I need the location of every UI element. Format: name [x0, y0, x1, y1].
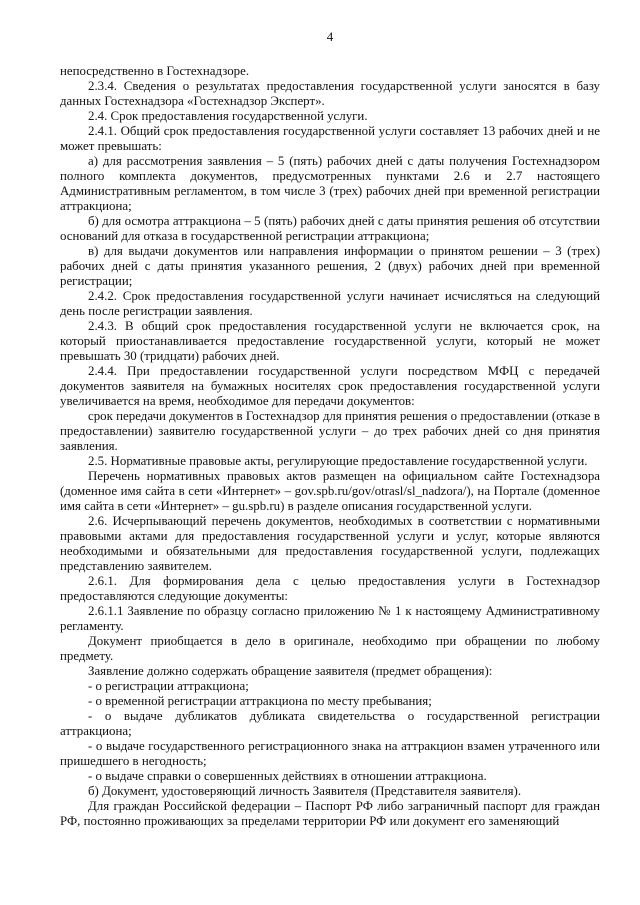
- paragraph: 2.4. Срок предоставления государственной услуги.: [88, 109, 368, 123]
- paragraph: 2.6. Исчерпывающий перечень документов, необходимых в соответствии с нормативными правовыми актами для предоставления государственной услуги и услуг, которые являются необходимыми и обязательными для предоставления государственной услуги, подлежащих представлению заявителем.: [60, 514, 600, 573]
- paragraph: 2.6.1. Для формирования дела с целью предоставления услуги в Гостехнадзор предоставляются следующие документы:: [60, 574, 600, 603]
- paragraph: а) для рассмотрения заявления – 5 (пять) рабочих дней с даты получения Гостехнадзором полного комплекта документов, предусмотренных пунктами 2.6 и 2.7 настоящего Административным регламентом, в том числе 3 (трех) рабочих дней при временной регистрации аттракциона;: [60, 154, 600, 213]
- page-number: 4: [326, 29, 334, 44]
- paragraph: - о регистрации аттракциона;: [88, 679, 249, 693]
- paragraph: 2.4.1. Общий срок предоставления государственной услуги составляет 13 рабочих дней и не может превышать:: [60, 124, 600, 153]
- paragraph: 2.6.1.1 Заявление по образцу согласно приложению № 1 к настоящему Административному регламенту.: [60, 604, 600, 633]
- paragraph: - о выдаче дубликатов дубликата свидетельства о государственной регистрации аттракциона;: [60, 709, 600, 738]
- paragraph: 2.5. Нормативные правовые акты, регулирующие предоставление государственной услуги.: [88, 454, 588, 468]
- paragraph: срок передачи документов в Гостехнадзор для принятия решения о предоставлении (отказе в предоставлении) заявителю государственной услуги – до трех рабочих дней со дня принятия заявления.: [60, 409, 600, 453]
- paragraph: Для граждан Российской федерации – Паспорт РФ либо заграничный паспорт для граждан РФ, постоянно проживающих за пределами территории РФ или документ его заменяющий: [60, 799, 600, 828]
- paragraph: - о выдаче справки о совершенных действиях в отношении аттракциона.: [88, 769, 487, 783]
- paragraph: 2.4.2. Срок предоставления государственной услуги начинает исчисляться на следующий день после регистрации заявления.: [60, 289, 600, 318]
- paragraph: - о выдаче государственного регистрационного знака на аттракцион взамен утраченного или пришедшего в негодность;: [60, 739, 600, 768]
- paragraph: б) для осмотра аттракциона – 5 (пять) рабочих дней с даты принятия решения об отсутствии оснований для отказа в государственной регистрации аттракциона;: [60, 214, 600, 243]
- paragraph: непосредственно в Гостехнадзоре.: [60, 64, 250, 78]
- paragraph: Заявление должно содержать обращение заявителя (предмет обращения):: [88, 664, 493, 678]
- paragraph: 2.3.4. Сведения о результатах предоставления государственной услуги заносятся в базу данных Гостехнадзора «Гостехнадзор Эксперт».: [60, 79, 600, 108]
- paragraph: в) для выдачи документов или направления информации о принятом решении – 3 (трех) рабочих дней с даты принятия указанного решения, 2 (двух) рабочих дней при временной регистрации;: [60, 244, 600, 288]
- paragraph: Перечень нормативных правовых актов размещен на официальном сайте Гостехнадзора (доменное имя сайта в сети «Интернет» – gov.spb.ru/gov/otrasl/sl_nadzora/), на Портале (доменное имя сайта в сети «Интернет» – gu.spb.ru) в разделе описания государственной услуги.: [60, 469, 600, 513]
- paragraph: - о временной регистрации аттракциона по месту пребывания;: [88, 694, 432, 708]
- paragraph: 2.4.4. При предоставлении государственной услуги посредством МФЦ с передачей документов заявителя на бумажных носителях срок предоставления государственной услуги увеличивается на время, необходимое для передачи документов:: [60, 364, 600, 408]
- paragraph: Документ приобщается в дело в оригинале, необходимо при обращении по любому предмету.: [60, 634, 600, 663]
- paragraph: б) Документ, удостоверяющий личность Заявителя (Представителя заявителя).: [88, 784, 522, 798]
- document-body: [60, 64, 600, 829]
- paragraph: 2.4.3. В общий срок предоставления государственной услуги не включается срок, на который приостанавливается предоставление государственной услуги, который не может превышать 30 (тридцати) рабочих дней.: [60, 319, 600, 363]
